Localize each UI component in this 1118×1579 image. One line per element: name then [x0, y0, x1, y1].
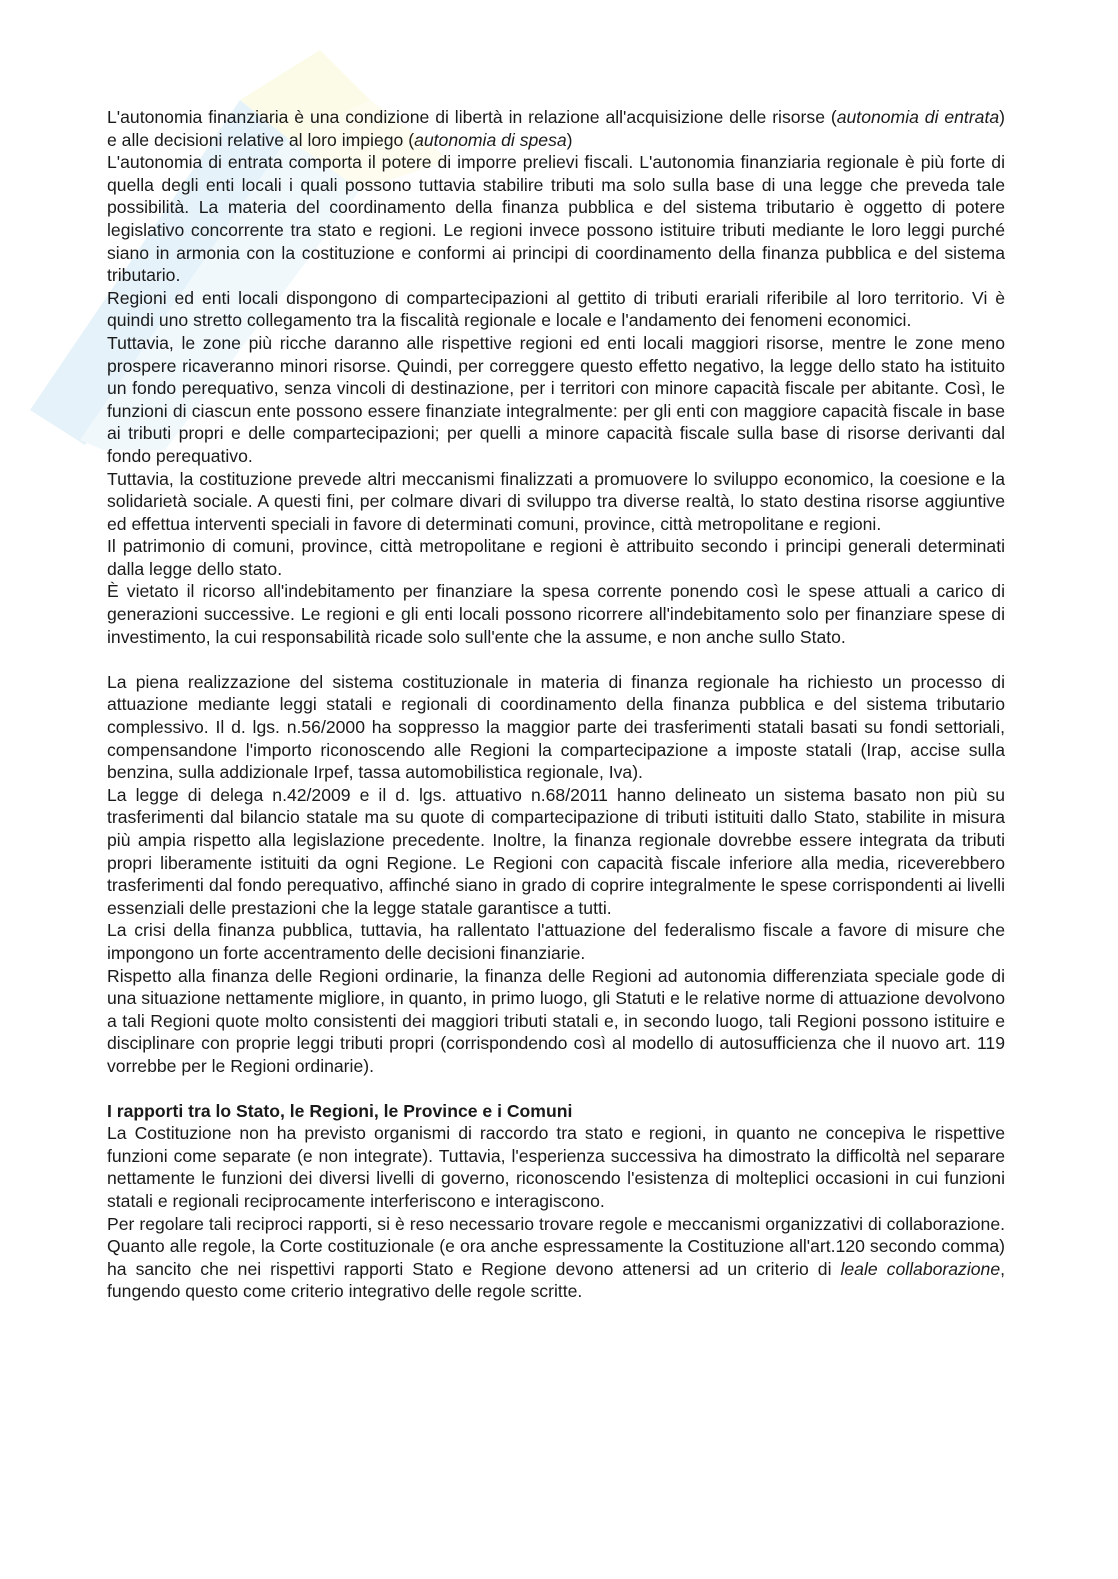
paragraph: Il patrimonio di comuni, province, città metropolitane e regioni è attribuito secondo i principi generali determinati dalla legge dello stato. [107, 536, 1005, 579]
italic-term: autonomia di entrata [836, 107, 1000, 127]
paragraph-gap [107, 648, 1005, 671]
section-heading: I rapporti tra lo Stato, le Regioni, le Province e i Comuni [107, 1100, 573, 1121]
paragraph: L'autonomia finanziaria è una condizione di libertà in relazione all'acquisizione delle risorse (autonomia di entrata) e alle decisioni relative al loro impiego (autonomia di spesa) [107, 107, 1005, 150]
paragraph: La Costituzione non ha previsto organismi di raccordo tra stato e regioni, in quanto ne concepiva le rispettive funzioni come separate (e non integrate). Tuttavia, l'esperienza successiva ha dimostrato la difficoltà nel separare nettamente le funzioni dei diversi livelli di governo, riconoscendo l'esistenza di molteplici occasioni in cui funzioni statali e regionali reciprocamente interferiscono e interagiscono. [107, 1123, 1005, 1211]
italic-term: leale collaborazione [840, 1258, 1001, 1279]
paragraph: La legge di delega n.42/2009 e il d. lgs. attuativo n.68/2011 hanno delineato un sistema basato non più su trasferimenti dal bilancio statale ma su quote di compartecipazione di tributi istituiti dallo Stato, stabilite in misura più ampia rispetto alla legislazione precedente. Inoltre, la finanza regionale dovrebbe essere integrata da tributi propri liberamente istituiti da ogni Regione. Le Regioni con capacità fiscale inferiore alla media, riceverebbero trasferimenti dal fondo perequativo, affinché siano in grado di coprire integralmente le spese corrispondenti ai livelli essenziali delle prestazioni che la legge statale garantisce a tutti. [107, 784, 1005, 918]
paragraph: È vietato il ricorso all'indebitamento per finanziare la spesa corrente ponendo così le spese attuali a carico di generazioni successive. Le regioni e gli enti locali possono ricorrere all'indebitamento solo per finanziare spese di investimento, la cui responsabilità ricade solo sull'ente che la assume, e non anche sullo Stato. [107, 581, 1005, 647]
document-body [107, 106, 1005, 1303]
paragraph: Tuttavia, le zone più ricche daranno alle rispettive regioni ed enti locali maggiori risorse, mentre le zone meno prospere ricaveranno minori risorse. Quindi, per correggere questo effetto negativo, la legge dello stato ha istituito un fondo perequativo, senza vincoli di destinazione, per i territori con minore capacità fiscale per abitante. Così, le funzioni di ciascun ente possono essere finanziate integralmente: per gli enti con maggiore capacità fiscale in base ai tributi propri e delle compartecipazioni; per quelli a minore capacità fiscale sulla base di risorse derivanti dal fondo perequativo. [107, 332, 1005, 466]
paragraph: Per regolare tali reciproci rapporti, si è reso necessario trovare regole e meccanismi organizzativi di collaborazione. Quanto alle regole, la Corte costituzionale (e ora anche espressamente la Costituzione all'art.120 secondo comma) ha sancito che nei rispettivi rapporti Stato e Regione devono attenersi ad un criterio di leale collaborazione, fungendo questo come criterio integrativo delle regole scritte. [107, 1213, 1005, 1302]
paragraph: Tuttavia, la costituzione prevede altri meccanismi finalizzati a promuovere lo sviluppo economico, la coesione e la solidarietà sociale. A questi fini, per colmare divari di sviluppo tra diverse realtà, lo stato destina risorse aggiuntive ed effettua interventi speciali in favore di determinati comuni, province, città metropolitane e regioni. [107, 468, 1005, 534]
paragraph: La crisi della finanza pubblica, tuttavia, ha rallentato l'attuazione del federalismo fiscale a favore di misure che impongono un forte accentramento delle decisioni finanziarie. [107, 920, 1005, 963]
paragraph: L'autonomia di entrata comporta il potere di imporre prelievi fiscali. L'autonomia finanziaria regionale è più forte di quella degli enti locali i quali possono tuttavia stabilire tributi ma solo sulla base di una legge che preveda tale possibilità. La materia del coordinamento della finanza pubblica e del sistema tributario è oggetto di potere legislativo concorrente tra stato e regioni. Le regioni invece possono istituire tributi mediante le loro leggi purché siano in armonia con la costituzione e conformi ai principi di coordinamento della finanza pubblica e del sistema tributario. [107, 152, 1005, 286]
paragraph: Regioni ed enti locali dispongono di compartecipazioni al gettito di tributi erariali riferibile al loro territorio. Vi è quindi uno stretto collegamento tra la fiscalità regionale e locale e l'andamento dei fenomeni economici. [107, 287, 1005, 331]
paragraph: La piena realizzazione del sistema costituzionale in materia di finanza regionale ha richiesto un processo di attuazione mediante leggi statali e regionali di coordinamento della finanza pubblica e del sistema tributario complessivo. Il d. lgs. n.56/2000 ha soppresso la maggior parte dei trasferimenti statali basati su fondi settoriali, compensandone l'importo riconoscendo alle Regioni la compartecipazione a imposte statali (Irap, accise sulla benzina, sulla addizionale Irpef, tassa automobilistica regionale, Iva). [107, 671, 1005, 783]
italic-term: autonomia di spesa [414, 129, 567, 150]
paragraph: Rispetto alla finanza delle Regioni ordinarie, la finanza delle Regioni ad autonomia differenziata speciale gode di una situazione nettamente migliore, in quanto, in primo luogo, gli Statuti e le relative norme di attuazione devolvono a tali Regioni quote molto consistenti dei maggiori tributi statali e, in secondo luogo, tali Regioni possono istituire e disciplinare con proprie leggi tributi propri (corrispondendo così al modello di autosufficienza che il nuovo art. 119 vorrebbe per le Regioni ordinarie). [107, 965, 1005, 1076]
